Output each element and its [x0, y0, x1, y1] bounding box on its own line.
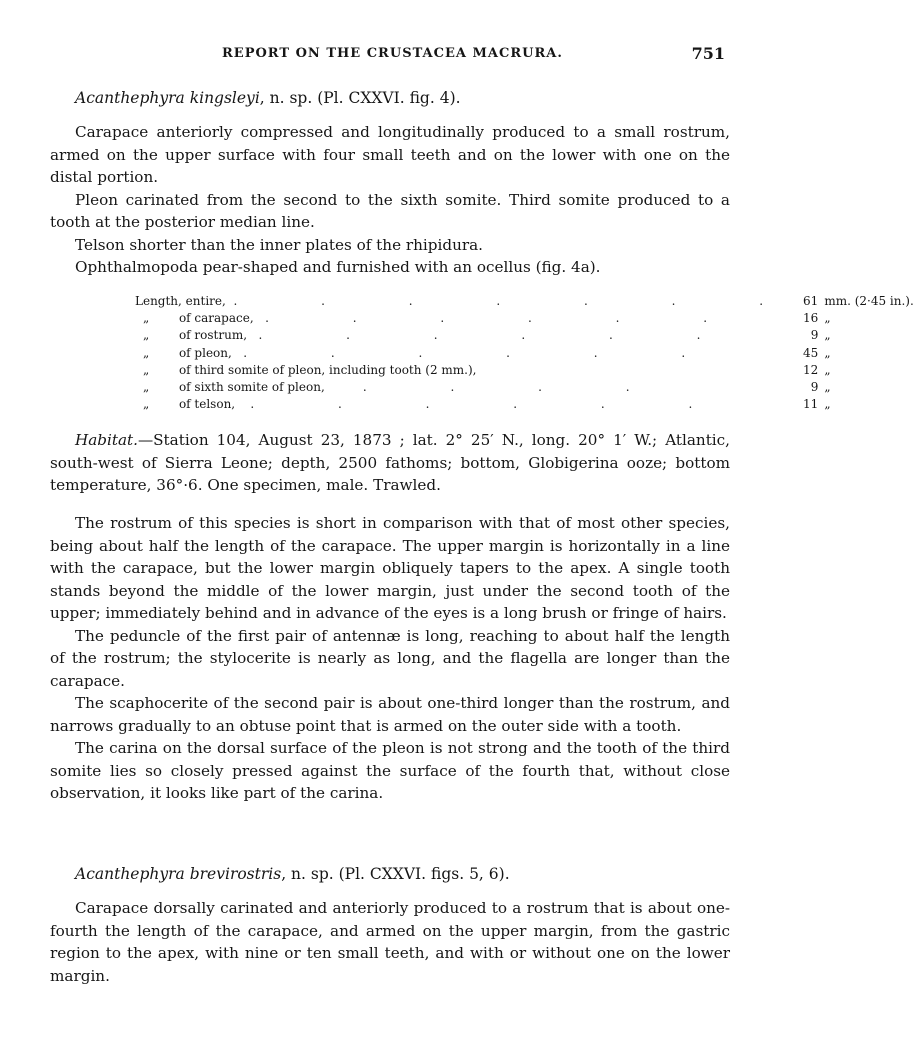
measurement-row [135, 396, 914, 413]
leader-dots: . . . . . . [250, 397, 733, 412]
measurement-value: 12 [803, 362, 819, 377]
diagnosis-paragraph: Pleon carinated from the second to the sixth somite. Third somite produced to a tooth at the posterior median line. [50, 190, 730, 231]
measurement-row [135, 344, 914, 361]
measurement-row [135, 292, 914, 309]
measurement-unit: mm. (2·45 in.). [824, 293, 914, 308]
discussion-paragraph: The peduncle of the first pair of antennæ is long, reaching to about half the length of the rostrum; the stylocerite is nearly as long, and the flagella are longer than the carapace. [50, 626, 730, 690]
page-header [0, 44, 776, 66]
habitat-kingsleyi [50, 429, 730, 497]
measurement-value: 16 [803, 310, 819, 325]
discussion-paragraph: The scaphocerite of the second pair is about one-third longer than the rostrum, and narrows gradually to an obtuse point that is armed on the outer side with a tooth. [50, 694, 730, 735]
leader-dots: . . . . . . [265, 310, 748, 325]
measurement-unit: „ [824, 362, 831, 377]
diagnosis-brevirostris [50, 897, 730, 987]
diagnosis-paragraph: Carapace anteriorly compressed and longitudinally produced to a small rostrum, armed on the upper surface with four small teeth and on the lower with one on the distal portion. [50, 123, 730, 186]
measurement-unit: „ [824, 310, 831, 325]
measurement-unit: „ [824, 397, 831, 412]
measurement-row [135, 327, 914, 344]
page-number: 751 [691, 44, 725, 63]
measurement-unit: „ [824, 345, 831, 360]
measurement-value: 9 [810, 380, 819, 395]
measurement-label: of telson, [178, 397, 236, 412]
diagnosis-paragraph: Carapace dorsally carinated and anteriorly produced to a rostrum that is about one-fourth the length of the carapace, and armed on the upper margin, from the gastric region to the apex, with nine or ten small teeth, and with or without one on the lower margin. [50, 899, 730, 985]
leader-dots: . . . . . . [258, 328, 741, 343]
measurement-value: 61 [803, 293, 819, 308]
measurement-unit: „ [824, 380, 831, 395]
habitat-text: —Station 104, August 23, 1873 ; lat. 2° 25′ N., long. 20° 1′ W.; Atlantic, south-west of Sierra Leone; depth, 2500 fathoms; bottom, Globigerina ooze; bottom temperature, 36°·6. One specimen, male. Trawled. [50, 431, 730, 494]
measurement-label: of third somite of pleon, including tooth (2 mm.), [178, 362, 477, 377]
leader-dots: . . . . . . [243, 345, 726, 360]
measurement-row [135, 378, 914, 395]
ditto-mark: „ [143, 362, 150, 377]
measurement-value: 45 [803, 345, 819, 360]
measurement-row [135, 309, 914, 326]
running-title: REPORT ON THE CRUSTACEA MACRURA. [222, 46, 563, 61]
discussion-paragraph: The rostrum of this species is short in comparison with that of most other species, being about half the length of the carapace. The upper margin is horizontally in a line with the carapace, but the lower margin obliquely tapers to the apex. A single tooth stands beyond the middle of the lower margin, just under the second tooth of the upper; immediately behind and in advance of the eyes is a long brush or fringe of hairs. [50, 514, 730, 622]
diagnosis-paragraph: Telson shorter than the inner plates of the rhipidura. [75, 235, 484, 254]
measurement-row [135, 361, 914, 378]
discussion-paragraph: The carina on the dorsal surface of the pleon is not strong and the tooth of the third somite lies so closely pressed against the surface of the fourth that, without close observation, it looks like part of the carina. [50, 739, 730, 802]
measurement-label: of pleon, [178, 345, 232, 360]
discussion-kingsleyi [50, 512, 730, 805]
measurement-label: Length, entire, [135, 293, 226, 308]
diagnosis-paragraph: Ophthalmopoda pear-shaped and furnished with an ocellus (fig. 4a). [75, 258, 601, 276]
measurement-label: of sixth somite of pleon, [178, 380, 325, 395]
measurements-table [135, 292, 914, 413]
species-suffix: , n. sp. (Pl. CXXVI. figs. 5, 6). [281, 865, 510, 883]
ditto-mark: „ [143, 328, 150, 343]
species-name: Acanthephyra kingsleyi [75, 89, 260, 107]
ditto-mark: „ [143, 310, 150, 325]
species-heading-brevirostris [75, 865, 510, 883]
species-heading-kingsleyi [75, 89, 461, 107]
ditto-mark: „ [143, 380, 150, 395]
measurement-unit: „ [824, 328, 831, 343]
measurement-value: 9 [810, 328, 819, 343]
measurement-value: 11 [803, 397, 819, 412]
species-suffix: , n. sp. (Pl. CXXVI. fig. 4). [259, 89, 461, 107]
habitat-label: Habitat. [75, 431, 138, 449]
diagnosis-kingsleyi [50, 121, 730, 279]
ditto-mark: „ [143, 345, 150, 360]
ditto-mark: „ [143, 397, 150, 412]
species-name: Acanthephyra brevirostris [75, 865, 282, 883]
measurement-label: of carapace, [178, 310, 254, 325]
measurement-label: of rostrum, [178, 328, 248, 343]
leader-dots: . . . . . . . [233, 293, 804, 308]
leader-dots: . . . . [362, 380, 670, 395]
